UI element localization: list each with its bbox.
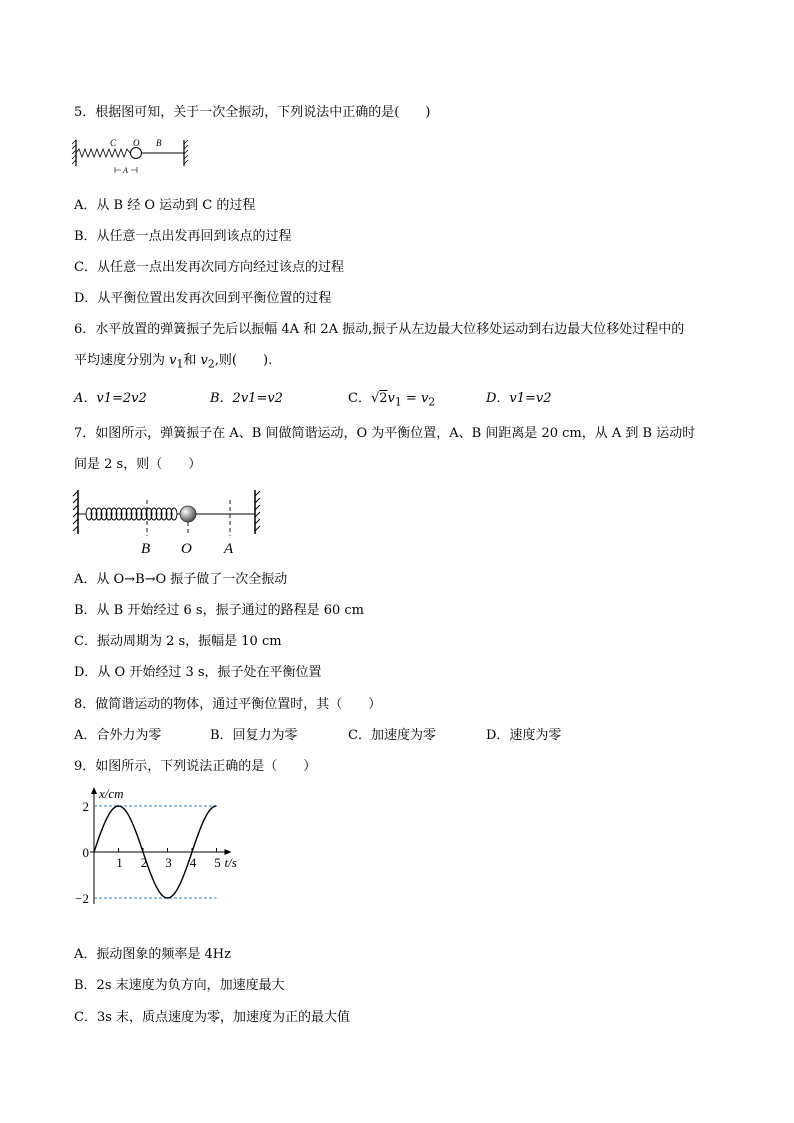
q6-v2-sub: 2 bbox=[207, 357, 215, 371]
q6-option-d: D．v1=v2 bbox=[486, 391, 552, 406]
q7-figure bbox=[70, 486, 270, 558]
y-tick-label: 0 bbox=[82, 845, 89, 860]
sqrt-icon: √ bbox=[370, 391, 380, 406]
x-tick-label: 2 bbox=[140, 855, 148, 870]
q6-stem-and: 和 bbox=[183, 353, 201, 368]
y-axis-arrow-icon bbox=[91, 787, 97, 794]
q6-option-a: A．v1=2v2 bbox=[74, 391, 147, 406]
q5-label-o: O bbox=[133, 138, 140, 148]
q7-option-c: C．振动周期为 2 s，振幅是 10 cm bbox=[74, 634, 282, 649]
q5-option-a: A．从 B 经 O 运动到 C 的过程 bbox=[74, 198, 256, 213]
q7-stem-line2: 间是 2 s，则（ ） bbox=[74, 457, 202, 472]
q5-label-b: B bbox=[156, 138, 162, 148]
q7-label-o: O bbox=[181, 541, 192, 557]
q9-option-b: B．2s 末速度为负方向，加速度最大 bbox=[74, 978, 285, 993]
q5-ball bbox=[131, 148, 142, 159]
q5-option-b: B．从任意一点出发再回到该点的过程 bbox=[74, 229, 292, 244]
x-axis-label: t/s bbox=[224, 855, 237, 870]
q7-label-a: A bbox=[224, 541, 234, 557]
q5-option-d: D．从平衡位置出发再次回到平衡位置的过程 bbox=[74, 291, 332, 306]
q7-option-d: D．从 O 开始经过 3 s，振子处在平衡位置 bbox=[74, 665, 322, 680]
q5-figure bbox=[70, 136, 200, 182]
q9-option-c: C．3s 末，质点速度为零，加速度为正的最大值 bbox=[74, 1010, 351, 1025]
x-tick-label: 5 bbox=[214, 855, 221, 870]
q8-option-b: B．回复力为零 bbox=[210, 728, 298, 743]
q6-option-c-sub1: 1 bbox=[394, 395, 402, 409]
x-tick-label: 4 bbox=[189, 855, 197, 870]
q9-option-a: A．振动图象的频率是 4Hz bbox=[74, 947, 231, 962]
q8-option-c: C．加速度为零 bbox=[348, 728, 436, 743]
q8-option-a: A．合外力为零 bbox=[74, 728, 162, 743]
q6-option-c-root: 2 bbox=[379, 391, 388, 406]
q8-option-d: D．速度为零 bbox=[486, 728, 562, 743]
q6-option-c-sub2: 2 bbox=[428, 395, 436, 409]
q9-chart bbox=[66, 786, 256, 916]
q6-stem-end: ,则( ). bbox=[214, 353, 273, 368]
q7-label-b: B bbox=[141, 541, 151, 557]
q6-option-c-v2: v bbox=[420, 391, 429, 406]
q7-option-b: B．从 B 开始经过 6 s，振子通过的路程是 60 cm bbox=[74, 603, 364, 618]
x-tick-label: 3 bbox=[165, 855, 172, 870]
q6-stem-line2 bbox=[74, 352, 272, 374]
y-axis-label: x/cm bbox=[99, 786, 124, 801]
q6-v1: v bbox=[169, 353, 177, 368]
q6-option-c-v1: v bbox=[387, 391, 395, 406]
y-tick-label: 2 bbox=[82, 799, 89, 814]
q5-option-c: C．从任意一点出发再次同方向经过该点的过程 bbox=[74, 260, 344, 275]
q6-v1-sub: 1 bbox=[176, 357, 184, 371]
q6-v2: v bbox=[200, 353, 208, 368]
q6-option-b: B．2v1=v2 bbox=[210, 391, 283, 406]
q7-stem-line1: 7．如图所示，弹簧振子在 A、B 间做简谐运动，O 为平衡位置，A、B 间距离是 20 cm，从 A 到 B 运动时 bbox=[74, 426, 696, 441]
q7-ball bbox=[180, 506, 196, 522]
q9-stem: 9．如图所示，下列说法正确的是（ ） bbox=[74, 759, 317, 774]
q6-option-c-prefix: C． bbox=[348, 391, 371, 406]
y-tick-label: −2 bbox=[75, 891, 89, 906]
q5-stem: 5．根据图可知，关于一次全振动，下列说法中正确的是( ) bbox=[74, 105, 431, 120]
q6-option-c: C．$√2v_1 = v_2$ bbox=[348, 391, 436, 409]
q6-stem-line1: 6．水平放置的弹簧振子先后以振幅 4A 和 2A 振动,振子从左边最大位移处运动到右边最大位移处过程中的 bbox=[74, 322, 685, 337]
q5-label-a: A bbox=[123, 166, 128, 175]
x-tick-label: 1 bbox=[116, 855, 123, 870]
q5-label-c: C bbox=[110, 138, 117, 148]
q6-stem-part-a: 平均速度分别为 bbox=[74, 353, 170, 368]
q7-option-a: A．从 O→B→O 振子做了一次全振动 bbox=[74, 572, 288, 587]
q8-stem: 8．做简谐运动的物体，通过平衡位置时，其（ ） bbox=[74, 697, 382, 712]
q5-spring bbox=[76, 149, 130, 157]
q7-spring bbox=[78, 508, 181, 520]
